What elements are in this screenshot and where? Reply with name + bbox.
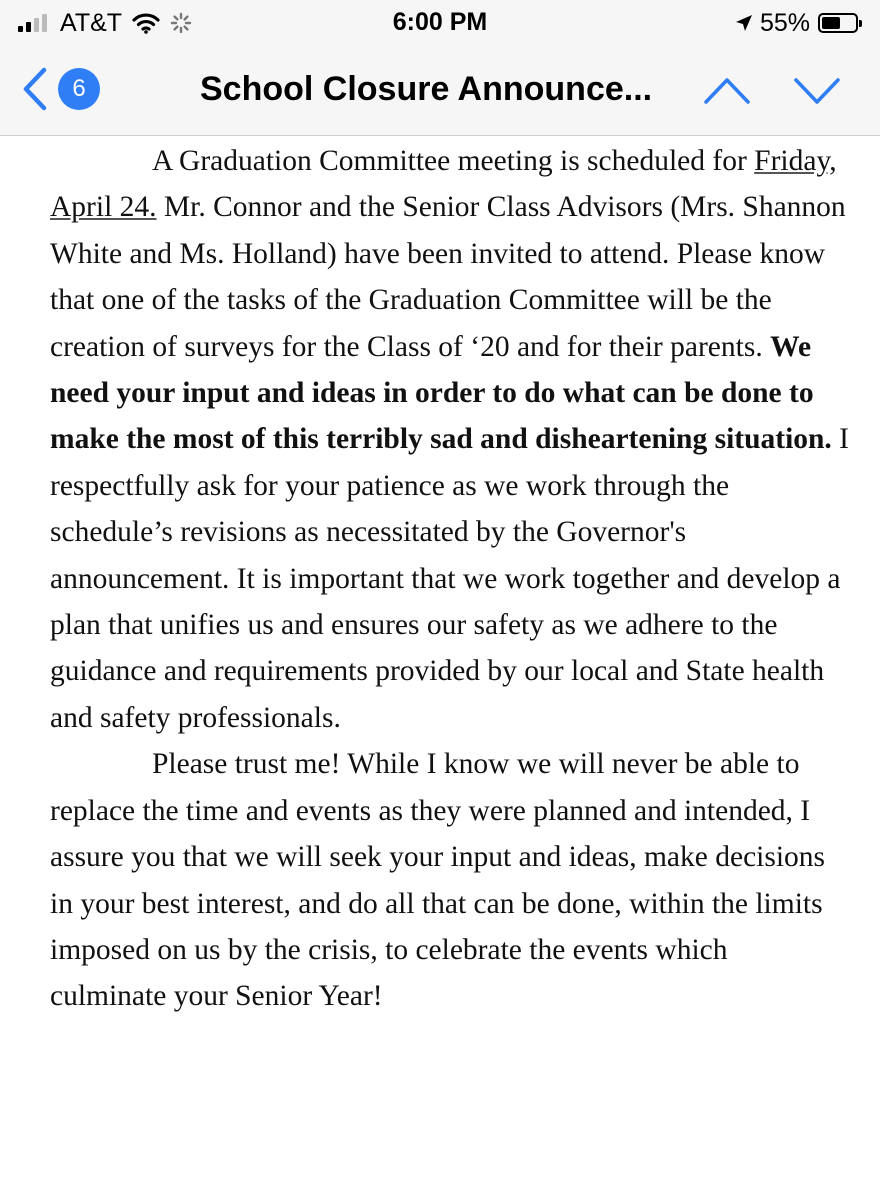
date-link[interactable]: Friday, April 24.	[50, 145, 837, 224]
message-paragraph-1	[50, 138, 850, 741]
back-button[interactable]	[22, 64, 100, 114]
message-subject-title: School Closure Announce...	[200, 70, 653, 108]
nav-bar	[0, 44, 880, 136]
battery-tip	[859, 20, 862, 27]
message-paragraph-2	[50, 741, 850, 1019]
status-bar	[0, 0, 880, 44]
carrier-name: AT&T	[60, 8, 123, 37]
location-arrow-icon	[734, 13, 754, 33]
previous-message-button[interactable]	[702, 70, 752, 110]
paragraph-text: A Graduation Committee meeting is scheduled for	[152, 145, 755, 177]
bold-emphasis-text: We need your input and ideas in order to do what can be done to make the most of this terribly sad and disheartening situation.	[50, 330, 832, 456]
paragraph-text: I respectfully ask for your patience as we work through the schedule’s revisions as necessitated by the Governor's announcement. It is important that we work together and develop a plan that unifies us and ensures our safety as we adhere to the guidance and requirements provided by our local and State health and safety professionals.	[50, 423, 849, 734]
message-body	[50, 138, 850, 1020]
status-time: 6:00 PM	[392, 8, 488, 36]
battery-percent: 55%	[759, 8, 810, 37]
paragraph-text: Mr. Connor and the Senior Class Advisors (Mrs. Shannon White and Ms. Holland) have been invited to attend. Please know that one of the tasks of the Graduation Committee will be the creation of surveys for the Class of ‘20 and for their parents.	[50, 191, 846, 363]
battery-level-fill	[822, 17, 840, 29]
unread-count-badge: 6	[58, 68, 100, 110]
next-message-button[interactable]	[792, 70, 842, 110]
battery-icon	[818, 13, 858, 33]
paragraph-text: Please trust me! While I know we will never be able to replace the time and events as they were planned and intended, I assure you that we will seek your input and ideas, make decisions in your best interest, and do all that can be done, within the limits imposed on us by the crisis, to celebrate the events which culminate your Senior Year!	[50, 748, 826, 1013]
status-right	[734, 8, 858, 38]
chevron-left-icon	[22, 67, 48, 111]
